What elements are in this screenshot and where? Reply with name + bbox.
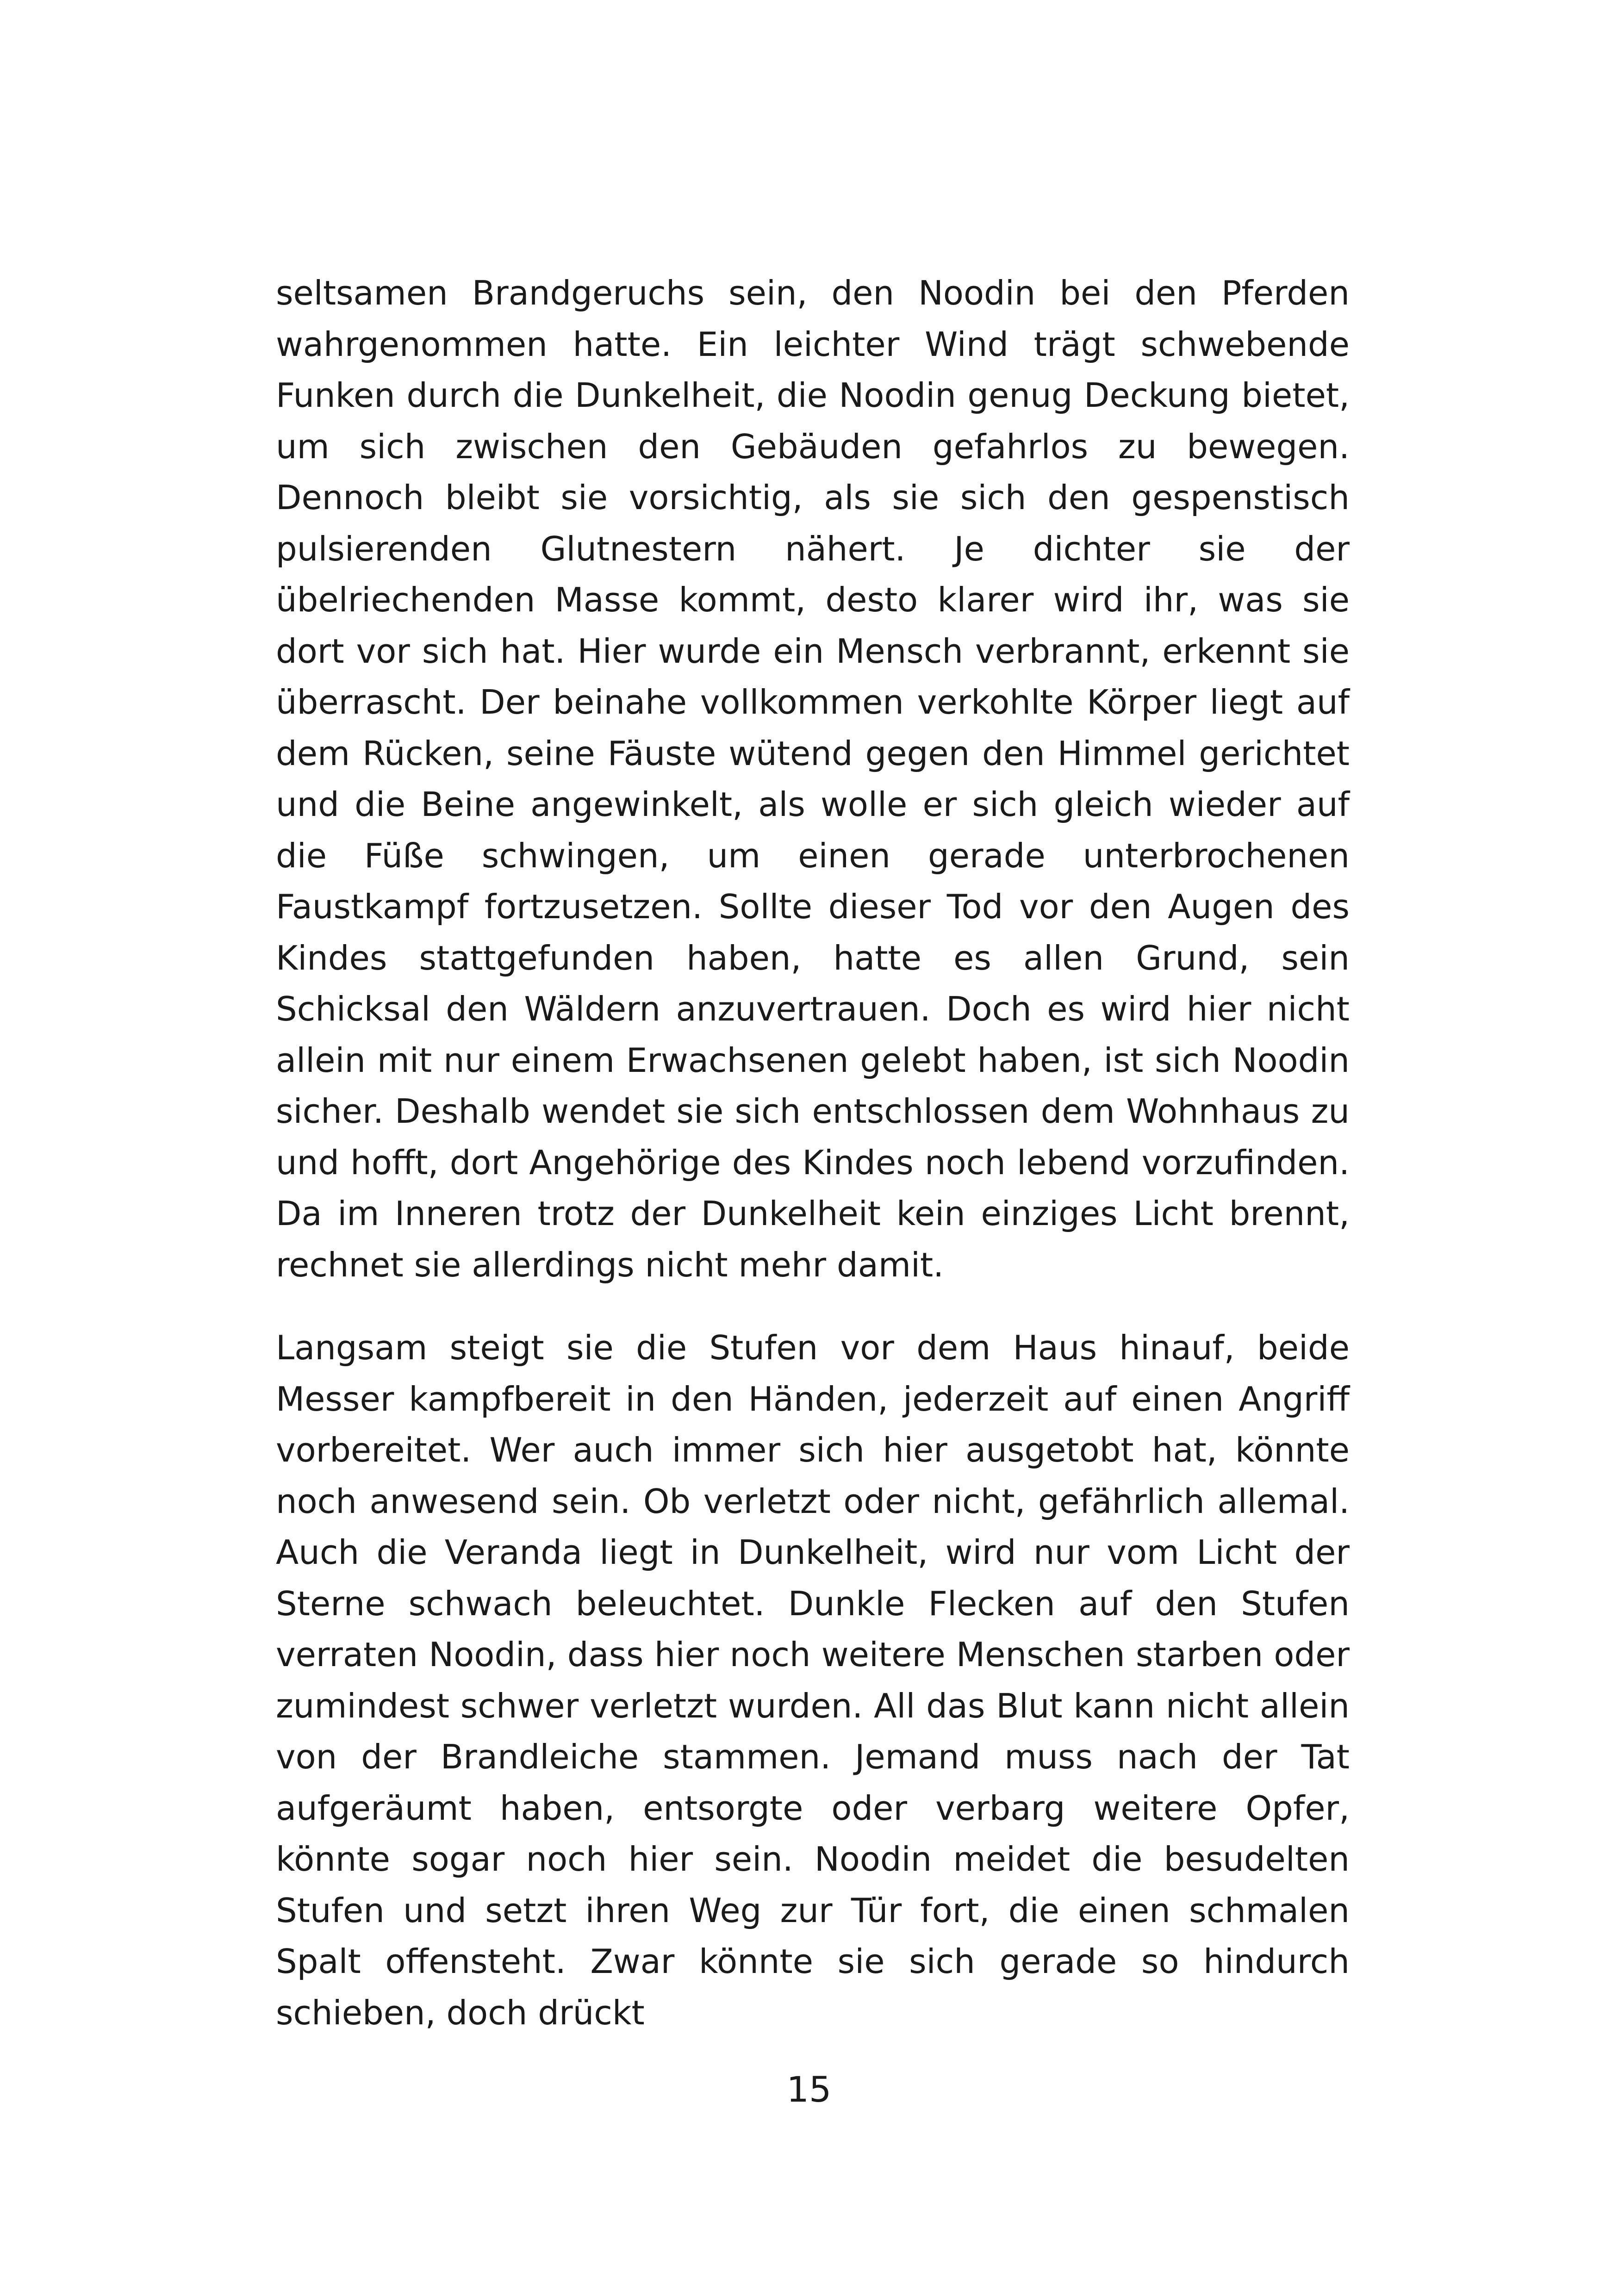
paragraph-2: Langsam steigt sie die Stufen vor dem Haus hinauf, beide Messer kampfbereit in den Händen, jederzeit auf einen Angriff vorbereitet. Wer auch immer sich hier ausgetobt hat, könnte noch anwesend sein. Ob verletzt oder nicht, gefährlich allemal. Auch die Veranda liegt in Dunkelheit, wird nur vom Licht der Sterne schwach beleuchtet. Dunkle Flecken auf den Stufen verraten Noodin, dass hier noch weitere Menschen starben oder zumindest schwer verletzt wurden. All das Blut kann nicht allein von der Brandleiche stammen. Jemand muss nach der Tat aufgeräumt haben, entsorgte oder verbarg weitere Opfer, könnte sogar noch hier sein. Noodin meidet die besudelten Stufen und setzt ihren Weg zur Tür fort, die einen schmalen Spalt offensteht. Zwar könnte sie sich gerade so hindurch schieben, doch drückt xyxy=(276,1328,1350,2032)
page-number: 15 xyxy=(786,2069,832,2110)
paragraph-1: seltsamen Brandgeruchs sein, den Noodin bei den Pferden wahrgenommen hatte. Ein leichter Wind trägt schwebende Funken durch die Dunkelheit, die Noodin genug Deckung bietet, um sich zwischen den Gebäuden gefahrlos zu bewegen. Dennoch bleibt sie vorsichtig, als sie sich den gespenstisch pulsierenden Glutnestern nähert. Je dichter sie der übelriechenden Masse kommt, desto klarer wird ihr, was sie dort vor sich hat. Hier wurde ein Mensch verbrannt, erkennt sie überrascht. Der beinahe vollkommen verkohlte Körper liegt auf dem Rücken, seine Fäuste wütend gegen den Himmel gerichtet und die Beine angewinkelt, als wolle er sich gleich wieder auf die Füße schwingen, um einen gerade unterbrochenen Faustkampf fortzusetzen. Sollte dieser Tod vor den Augen des Kindes stattgefunden haben, hatte es allen Grund, sein Schicksal den Wäldern anzuvertrauen. Doch es wird hier nicht allein mit nur einem Erwachsenen gelebt haben, ist sich Noodin sicher. Deshalb wendet sie sich entschlossen dem Wohnhaus zu und hofft, dort Angehörige des Kindes noch lebend vorzufinden. Da im Inneren trotz der Dunkelheit kein einziges Licht brennt, rechnet sie allerdings nicht mehr damit. xyxy=(276,274,1350,1284)
body-text xyxy=(276,268,1350,2038)
